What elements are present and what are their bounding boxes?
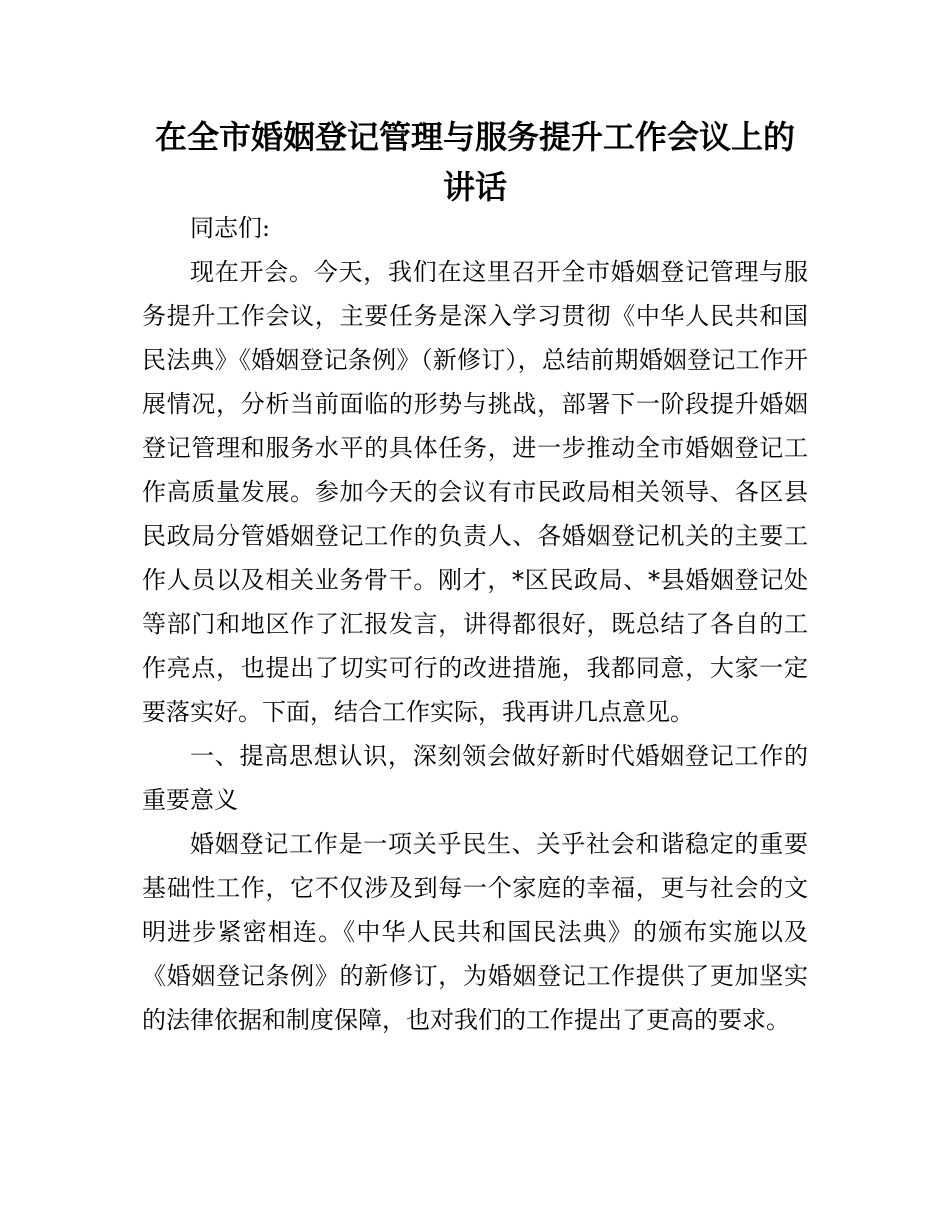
- document-title: 在全市婚姻登记管理与服务提升工作会议上的讲话: [154, 118, 795, 206]
- greeting: 同志们:: [190, 214, 271, 242]
- paragraph-opening: 现在开会。今天，我们在这里召开全市婚姻登记管理与服务提升工作会议，主要任务是深入学习贯彻《中华人民共和国民法典》《婚姻登记条例》（新修订），总结前期婚姻登记工作开展情况，分析当前面临的形势与挑战，部署下一阶段提升婚姻登记管理和服务水平的具体任务，进一步推动全市婚姻登记工作高质量发展。参加今天的会议有市民政局相关领导、各区县民政局分管婚姻登记工作的负责人、各婚姻登记机关的主要工作人员以及相关业务骨干。刚才，*区民政局、*县婚姻登记处等部门和地区作了汇报发言，讲得都很好，既总结了各自的工作亮点，也提出了切实可行的改进措施，我都同意，大家一定要落实好。下面，结合工作实际，我再讲几点意见。: [142, 258, 808, 726]
- section-heading-1: 一、提高思想认识，深刻领会做好新时代婚姻登记工作的重要意义: [142, 742, 808, 814]
- document-body: [142, 206, 808, 1042]
- paragraph-section-1: 婚姻登记工作是一项关乎民生、关乎社会和谐稳定的重要基础性工作，它不仅涉及到每一个家庭的幸福，更与社会的文明进步紧密相连。《中华人民共和国民法典》的颁布实施以及《婚姻登记条例》的新修订，为婚姻登记工作提供了更加坚实的法律依据和制度保障，也对我们的工作提出了更高的要求。: [142, 830, 808, 1034]
